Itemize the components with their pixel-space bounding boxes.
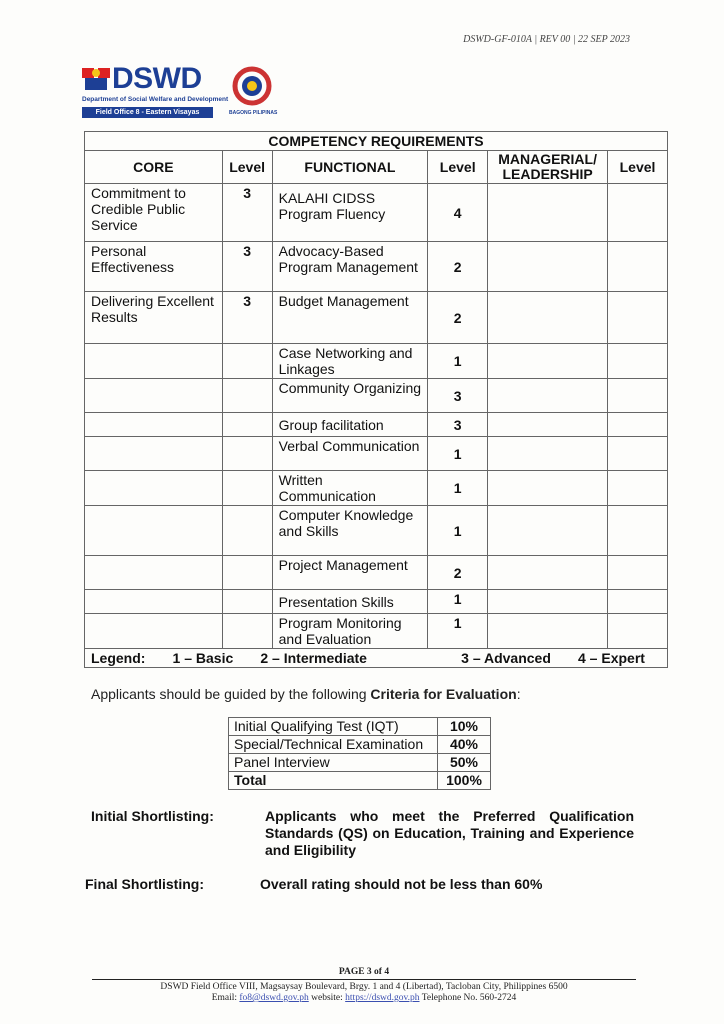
core-cell: Commitment to Credible Public Service xyxy=(85,184,223,242)
functional-level-cell: 2 xyxy=(428,292,488,344)
eval-label: Panel Interview xyxy=(229,754,438,772)
eval-value: 40% xyxy=(438,736,491,754)
eval-total-label: Total xyxy=(229,772,438,790)
core-level-cell xyxy=(222,437,272,471)
managerial-cell xyxy=(488,379,608,413)
managerial-cell xyxy=(488,506,608,556)
table-row xyxy=(85,242,668,292)
legend-item: 2 – Intermediate xyxy=(260,650,367,666)
core-cell xyxy=(85,379,223,413)
core-cell xyxy=(85,506,223,556)
managerial-level-cell xyxy=(608,556,668,590)
functional-level-cell: 3 xyxy=(428,379,488,413)
functional-cell: Group facilitation xyxy=(272,413,428,437)
functional-cell: Written Communication xyxy=(272,471,428,506)
managerial-cell xyxy=(488,413,608,437)
final-shortlisting-label: Final Shortlisting: xyxy=(85,876,204,892)
table-row xyxy=(85,556,668,590)
managerial-level-cell xyxy=(608,292,668,344)
eval-label: Special/Technical Examination xyxy=(229,736,438,754)
managerial-level-cell xyxy=(608,506,668,556)
legend-row xyxy=(85,649,668,668)
core-level-cell xyxy=(222,506,272,556)
functional-level-cell: 2 xyxy=(428,556,488,590)
criteria-intro-bold: Criteria for Evaluation xyxy=(370,686,517,702)
logo-text: DSWD xyxy=(112,62,202,95)
core-level-cell xyxy=(222,344,272,379)
logo-subtitle: Department of Social Welfare and Development xyxy=(82,96,229,103)
core-level-cell xyxy=(222,379,272,413)
table-row xyxy=(85,437,668,471)
managerial-level-cell xyxy=(608,184,668,242)
functional-cell: Computer Knowledge and Skills xyxy=(272,506,428,556)
eval-value: 10% xyxy=(438,718,491,736)
dswd-emblem-icon xyxy=(82,64,110,94)
core-cell xyxy=(85,344,223,379)
core-cell xyxy=(85,413,223,437)
managerial-cell xyxy=(488,437,608,471)
functional-cell: Verbal Communication xyxy=(272,437,428,471)
managerial-cell xyxy=(488,556,608,590)
competency-table xyxy=(84,131,668,668)
table-row xyxy=(85,344,668,379)
managerial-level-cell xyxy=(608,413,668,437)
table-row xyxy=(229,718,491,736)
eval-total-value: 100% xyxy=(438,772,491,790)
managerial-cell xyxy=(488,614,608,649)
legend-item: 4 – Expert xyxy=(578,650,645,666)
managerial-cell xyxy=(488,184,608,242)
functional-level-cell: 1 xyxy=(428,344,488,379)
eval-label: Initial Qualifying Test (IQT) xyxy=(229,718,438,736)
page-number: PAGE 3 of 4 xyxy=(338,967,390,977)
footer-divider xyxy=(92,979,636,980)
functional-cell: Program Monitoring and Evaluation xyxy=(272,614,428,649)
functional-level-cell: 1 xyxy=(428,437,488,471)
table-row xyxy=(229,736,491,754)
managerial-cell xyxy=(488,590,608,614)
core-cell xyxy=(85,590,223,614)
table-row xyxy=(85,292,668,344)
managerial-cell xyxy=(488,292,608,344)
functional-level-cell: 2 xyxy=(428,242,488,292)
evaluation-table xyxy=(228,717,491,790)
table-row xyxy=(85,590,668,614)
managerial-cell xyxy=(488,344,608,379)
functional-level-cell: 3 xyxy=(428,413,488,437)
managerial-level-cell xyxy=(608,242,668,292)
functional-cell: Advocacy-Based Program Management xyxy=(272,242,428,292)
header-functional-level: Level xyxy=(428,151,488,184)
competency-title: COMPETENCY REQUIREMENTS xyxy=(85,132,668,151)
legend-item: 3 – Advanced xyxy=(461,650,551,666)
core-cell: Delivering Excellent Results xyxy=(85,292,223,344)
email-link[interactable]: fo8@dswd.gov.ph xyxy=(239,993,309,1003)
functional-level-cell: 1 xyxy=(428,506,488,556)
header-core-level: Level xyxy=(222,151,272,184)
functional-cell: Project Management xyxy=(272,556,428,590)
managerial-level-cell xyxy=(608,614,668,649)
managerial-level-cell xyxy=(608,590,668,614)
functional-level-cell: 1 xyxy=(428,614,488,649)
table-row xyxy=(229,754,491,772)
final-shortlisting-text: Overall rating should not be less than 60% xyxy=(260,876,543,892)
core-level-cell xyxy=(222,590,272,614)
core-cell xyxy=(85,437,223,471)
header-core: CORE xyxy=(85,151,223,184)
core-cell xyxy=(85,614,223,649)
table-row xyxy=(85,413,668,437)
functional-level-cell: 1 xyxy=(428,590,488,614)
core-level-cell xyxy=(222,614,272,649)
core-level-cell: 3 xyxy=(222,292,272,344)
core-level-cell: 3 xyxy=(222,184,272,242)
managerial-level-cell xyxy=(608,471,668,506)
legend-label: Legend: xyxy=(91,650,146,666)
managerial-level-cell xyxy=(608,437,668,471)
footer-address: DSWD Field Office VIII, Magsaysay Boulevard, Brgy. 1 and 4 (Libertad), Tacloban City, Philippines 6500 xyxy=(160,982,568,992)
footer-contact: Email: fo8@dswd.gov.ph website: https://dswd.gov.ph Telephone No. 560-2724 xyxy=(211,993,517,1003)
core-level-cell xyxy=(222,556,272,590)
bagong-pilipinas-label: BAGONG PILIPINAS xyxy=(229,110,278,116)
functional-cell: Community Organizing xyxy=(272,379,428,413)
managerial-level-cell xyxy=(608,379,668,413)
core-level-cell xyxy=(222,413,272,437)
website-link[interactable]: https://dswd.gov.ph xyxy=(345,993,420,1003)
functional-cell: Presentation Skills xyxy=(272,590,428,614)
legend-item: 1 – Basic xyxy=(172,650,234,666)
table-row xyxy=(85,506,668,556)
dswd-logo xyxy=(82,62,282,122)
core-cell xyxy=(85,471,223,506)
document-code: DSWD-GF-010A | REV 00 | 22 SEP 2023 xyxy=(463,34,630,45)
functional-cell: KALAHI CIDSS Program Fluency xyxy=(272,184,428,242)
header-managerial-level: Level xyxy=(608,151,668,184)
initial-shortlisting-text: Applicants who meet the Preferred Qualification Standards (QS) on Education, Training and Experience and Eligibility xyxy=(265,808,634,858)
initial-shortlisting-label: Initial Shortlisting: xyxy=(91,808,214,824)
managerial-cell xyxy=(488,471,608,506)
functional-cell: Case Networking and Linkages xyxy=(272,344,428,379)
functional-cell: Budget Management xyxy=(272,292,428,344)
table-row xyxy=(85,614,668,649)
managerial-cell xyxy=(488,242,608,292)
table-row xyxy=(85,471,668,506)
core-cell: Personal Effectiveness xyxy=(85,242,223,292)
managerial-level-cell xyxy=(608,344,668,379)
table-row xyxy=(85,184,668,242)
header-managerial: MANAGERIAL/ LEADERSHIP xyxy=(488,151,608,184)
criteria-intro: Applicants should be guided by the following Criteria for Evaluation: xyxy=(91,686,521,702)
core-level-cell: 3 xyxy=(222,242,272,292)
table-row xyxy=(229,772,491,790)
functional-level-cell: 1 xyxy=(428,471,488,506)
core-level-cell xyxy=(222,471,272,506)
logo-office-bar: Field Office 8 - Eastern Visayas xyxy=(82,107,213,118)
header-functional: FUNCTIONAL xyxy=(272,151,428,184)
eval-value: 50% xyxy=(438,754,491,772)
functional-level-cell: 4 xyxy=(428,184,488,242)
core-cell xyxy=(85,556,223,590)
table-row xyxy=(85,379,668,413)
bagong-pilipinas-icon xyxy=(230,66,274,110)
